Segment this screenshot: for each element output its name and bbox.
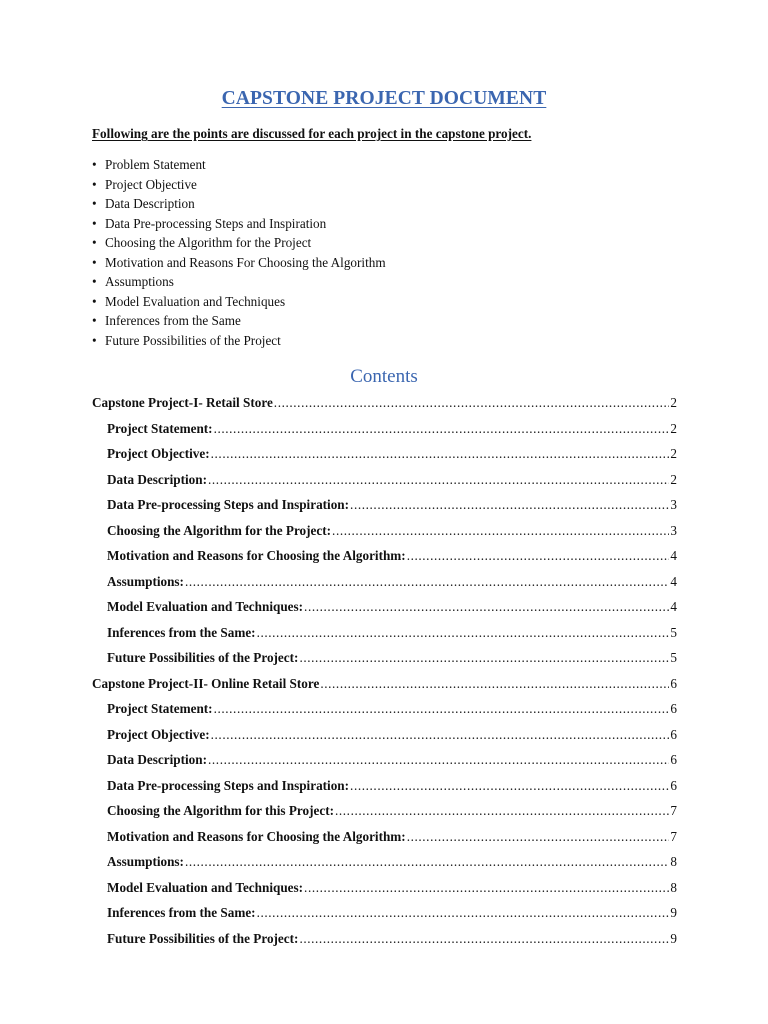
toc-subsection-entry[interactable] [92,926,677,952]
toc-page-number: 2 [670,446,677,461]
bullet-icon: • [92,293,97,309]
bullet-text: Motivation and Reasons For Choosing the Algorithm [105,254,386,270]
bullet-item [92,233,386,253]
toc-subsection-entry[interactable] [92,798,677,824]
toc-dot-leader [407,543,670,569]
toc-page-number: 6 [670,777,677,793]
intro-text: Following are the points are discussed for each project in the capstone project. [92,126,532,141]
toc-dot-leader [208,747,669,773]
toc-dot-leader [185,849,669,875]
toc-entry-label: Data Pre-processing Steps and Inspiration: [107,777,350,793]
toc-dot-leader [299,645,669,671]
bullet-item [92,253,386,273]
bullet-item [92,272,386,292]
toc-subsection-entry[interactable] [92,467,677,493]
bullet-icon: • [92,196,97,211]
toc-entry-label: Project Statement: [107,701,213,716]
toc-section-entry[interactable] [92,671,677,697]
toc-entry-label: Inferences from the Same: [107,624,256,640]
bullet-text: Assumptions [105,274,174,289]
toc-subsection-entry[interactable] [92,620,677,646]
toc-subsection-entry[interactable] [92,594,677,620]
bullet-icon: • [92,254,97,270]
bullet-icon: • [92,215,97,231]
toc-entry-label: Future Possibilities of the Project: [107,930,299,946]
document-title: CAPSTONE PROJECT DOCUMENT [221,88,547,109]
toc-page-number: 2 [670,420,677,436]
toc-subsection-entry[interactable] [92,543,677,569]
bullet-text: Model Evaluation and Techniques [105,293,286,309]
toc-dot-leader [350,492,669,518]
bullet-icon: • [92,274,97,289]
toc-dot-leader [299,926,669,952]
toc-dot-leader [211,441,670,467]
bullet-text: Inferences from the Same [105,313,241,328]
bullet-icon: • [92,313,97,328]
toc-dot-leader [211,722,670,748]
table-of-contents [92,390,677,951]
bullet-icon: • [92,176,97,192]
toc-subsection-entry[interactable] [92,492,677,518]
bullet-icon: • [92,235,97,250]
bullet-item [92,331,386,351]
bullet-item [92,311,386,331]
toc-page-number: 2 [670,471,677,487]
toc-page-number: 4 [670,573,677,589]
toc-entry-label: Future Possibilities of the Project: [107,650,299,665]
bullet-icon: • [92,157,97,172]
toc-entry-label: Choosing the Algorithm for the Project: [107,522,332,538]
toc-page-number: 3 [670,497,677,512]
toc-subsection-entry[interactable] [92,518,677,544]
toc-entry-label: Project Objective: [107,446,210,461]
toc-page-number: 5 [670,650,677,665]
toc-entry-label: Project Objective: [107,726,210,742]
bullet-text: Data Pre-processing Steps and Inspiration [105,215,327,231]
toc-subsection-entry[interactable] [92,900,677,926]
toc-entry-label: Data Description: [107,471,207,487]
toc-entry-label: Model Evaluation and Techniques: [107,879,304,895]
toc-section-entry[interactable] [92,390,677,416]
toc-entry-label: Capstone Project-I- Retail Store [92,395,273,410]
toc-page-number: 9 [670,930,677,946]
toc-page-number: 8 [670,879,677,895]
toc-dot-leader [304,875,669,901]
toc-page-number: 7 [670,803,677,818]
toc-entry-label: Choosing the Algorithm for this Project: [107,803,334,818]
toc-dot-leader [208,467,669,493]
toc-entry-label: Data Pre-processing Steps and Inspiration: [107,497,350,512]
bullet-icon: • [92,332,97,348]
toc-page-number: 4 [670,548,677,563]
toc-dot-leader [257,900,670,926]
toc-dot-leader [274,390,670,416]
toc-subsection-entry[interactable] [92,849,677,875]
toc-dot-leader [185,569,669,595]
toc-page-number: 3 [670,522,677,538]
bullet-text: Choosing the Algorithm for the Project [105,235,312,250]
toc-dot-leader [335,798,669,824]
toc-dot-leader [320,671,669,697]
toc-page-number: 9 [670,905,677,920]
toc-dot-leader [214,696,670,722]
toc-page-number: 8 [670,854,677,869]
bullet-text: Problem Statement [105,157,206,172]
toc-page-number: 6 [670,701,677,716]
bullet-item [92,292,386,312]
toc-subsection-entry[interactable] [92,824,677,850]
bullet-text: Future Possibilities of the Project [105,332,281,348]
toc-entry-label: Inferences from the Same: [107,905,256,920]
toc-subsection-entry[interactable] [92,696,677,722]
toc-entry-label: Project Statement: [107,420,213,436]
toc-page-number: 6 [670,726,677,742]
bullet-item [92,155,386,175]
toc-page-number: 6 [670,675,677,691]
toc-dot-leader [332,518,669,544]
toc-entry-label: Model Evaluation and Techniques: [107,599,304,614]
contents-heading: Contents [350,366,418,387]
toc-entry-label: Data Description: [107,752,207,767]
topic-bullet-list [92,155,386,350]
toc-subsection-entry[interactable] [92,416,677,442]
toc-page-number: 7 [670,828,677,844]
toc-subsection-entry[interactable] [92,747,677,773]
toc-entry-label: Motivation and Reasons for Choosing the Algorithm: [107,828,406,844]
toc-entry-label: Assumptions: [107,573,184,589]
toc-subsection-entry[interactable] [92,645,677,671]
toc-page-number: 5 [670,624,677,640]
toc-subsection-entry[interactable] [92,569,677,595]
toc-entry-label: Capstone Project-II- Online Retail Store [92,675,320,691]
toc-dot-leader [214,416,670,442]
toc-dot-leader [350,773,669,799]
bullet-text: Project Objective [105,176,197,192]
bullet-text: Data Description [105,196,195,211]
bullet-item [92,214,386,234]
toc-page-number: 4 [670,599,677,614]
toc-subsection-entry[interactable] [92,773,677,799]
toc-page-number: 6 [670,752,677,767]
toc-dot-leader [407,824,670,850]
toc-entry-label: Motivation and Reasons for Choosing the Algorithm: [107,548,406,563]
toc-subsection-entry[interactable] [92,722,677,748]
bullet-item [92,175,386,195]
bullet-item [92,194,386,214]
toc-entry-label: Assumptions: [107,854,184,869]
toc-subsection-entry[interactable] [92,875,677,901]
toc-page-number: 2 [670,395,677,410]
toc-dot-leader [257,620,670,646]
toc-subsection-entry[interactable] [92,441,677,467]
toc-dot-leader [304,594,669,620]
